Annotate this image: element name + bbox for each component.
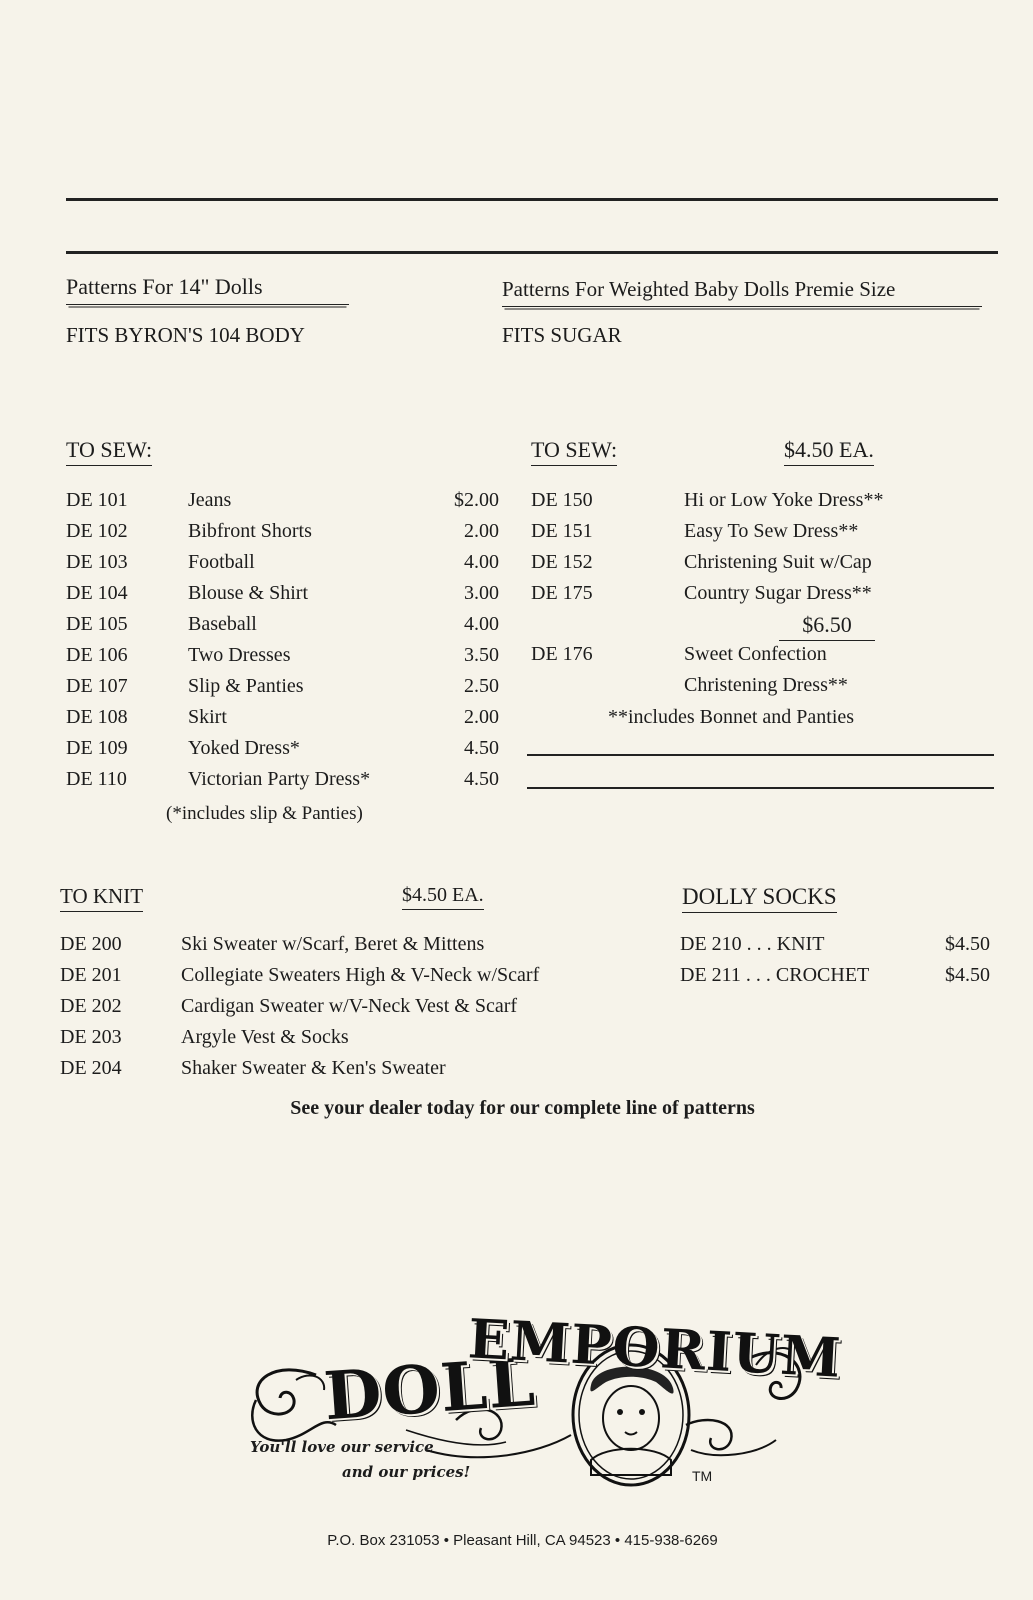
trademark: TM [692, 1468, 713, 1484]
right-section-fits: FITS SUGAR [502, 323, 622, 347]
item-price: 4.00 [464, 551, 499, 573]
item-code: DE 106 [66, 644, 128, 666]
sock-item-label: DE 210 . . . KNIT [680, 933, 825, 955]
item-name: Shaker Sweater & Ken's Sweater [181, 1057, 446, 1079]
item-code: DE 105 [66, 613, 128, 635]
dealer-note: See your dealer today for our complete line of patterns [290, 1097, 755, 1119]
top-rule-1 [66, 198, 998, 201]
item-name: Sweet Confection [684, 643, 827, 665]
item-name: Country Sugar Dress** [684, 582, 872, 604]
item-name: Cardigan Sweater w/V-Neck Vest & Scarf [181, 995, 518, 1017]
right-rule-2 [527, 787, 994, 789]
tagline-line-2: and our prices! [342, 1463, 471, 1481]
item-name: Football [188, 551, 255, 573]
knit-price-heading: $4.50 EA. [402, 884, 484, 910]
item-price: 2.00 [464, 520, 499, 542]
item-code: DE 102 [66, 520, 128, 542]
sock-item-price: $4.50 [945, 933, 990, 955]
item-price: 4.50 [464, 768, 499, 790]
item-code: DE 202 [60, 995, 122, 1017]
item-code: DE 152 [531, 551, 593, 573]
item-price: 3.00 [464, 582, 499, 604]
item-name: Yoked Dress* [188, 737, 300, 759]
item-code: DE 151 [531, 520, 593, 542]
item-name: Skirt [188, 706, 227, 728]
item-name: Baseball [188, 613, 257, 635]
right-footnote: **includes Bonnet and Panties [608, 706, 855, 728]
item-price: 2.00 [464, 706, 499, 728]
item-name: Blouse & Shirt [188, 582, 309, 604]
right-price-heading-2: $6.50 [779, 612, 875, 641]
socks-heading: DOLLY SOCKS [682, 884, 837, 913]
item-code: DE 176 [531, 643, 593, 665]
item-code: DE 103 [66, 551, 128, 573]
item-name: Hi or Low Yoke Dress** [684, 489, 884, 511]
logo-word-emporium: EMPORIUM [466, 1306, 844, 1390]
sock-item-price: $4.50 [945, 964, 990, 986]
right-section-title: Patterns For Weighted Baby Dolls Premie Size [502, 277, 982, 307]
item-name: Bibfront Shorts [188, 520, 312, 542]
item-code: DE 203 [60, 1026, 122, 1048]
sock-item-label: DE 211 . . . CROCHET [680, 964, 870, 986]
item-code: DE 200 [60, 933, 122, 955]
tagline-line-1: You'll love our service [250, 1438, 434, 1456]
item-name: Victorian Party Dress* [188, 768, 371, 790]
item-code: DE 175 [531, 582, 593, 604]
item-name: Ski Sweater w/Scarf, Beret & Mittens [181, 933, 485, 955]
knit-heading: TO KNIT [60, 884, 143, 912]
item-code: DE 204 [60, 1057, 122, 1079]
item-code: DE 201 [60, 964, 122, 986]
item-name: Christening Dress** [684, 674, 848, 696]
doll-emporium-logo [236, 1306, 844, 1520]
item-name: Collegiate Sweaters High & V-Neck w/Scarf [181, 964, 540, 986]
right-price-heading: $4.50 EA. [784, 437, 874, 466]
item-code: DE 150 [531, 489, 593, 511]
item-code: DE 107 [66, 675, 128, 697]
item-name: Easy To Sew Dress** [684, 520, 859, 542]
item-name: Jeans [188, 489, 232, 511]
item-price: $2.00 [454, 489, 499, 511]
item-code: DE 101 [66, 489, 128, 511]
top-rule-2 [66, 251, 998, 254]
right-rule-1 [527, 754, 994, 756]
item-code: DE 109 [66, 737, 128, 759]
logo-word-doll: DOLL [321, 1342, 539, 1436]
left-section-fits: FITS BYRON'S 104 BODY [66, 323, 305, 347]
item-price: 4.50 [464, 737, 499, 759]
item-code: DE 104 [66, 582, 128, 604]
left-sew-heading: TO SEW: [66, 437, 152, 466]
item-name: Slip & Panties [188, 675, 304, 697]
left-footnote: (*includes slip & Panties) [166, 803, 363, 824]
right-sew-heading: TO SEW: [531, 437, 617, 466]
item-price: 2.50 [464, 675, 499, 697]
address: P.O. Box 231053 • Pleasant Hill, CA 94523 • 415-938-6269 [327, 1532, 718, 1549]
item-code: DE 110 [66, 768, 127, 790]
item-name: Christening Suit w/Cap [684, 551, 872, 573]
item-price: 3.50 [464, 644, 499, 666]
item-name: Argyle Vest & Socks [181, 1026, 349, 1048]
item-price: 4.00 [464, 613, 499, 635]
left-section-title: Patterns For 14" Dolls [66, 274, 349, 305]
item-code: DE 108 [66, 706, 128, 728]
item-name: Two Dresses [188, 644, 291, 666]
